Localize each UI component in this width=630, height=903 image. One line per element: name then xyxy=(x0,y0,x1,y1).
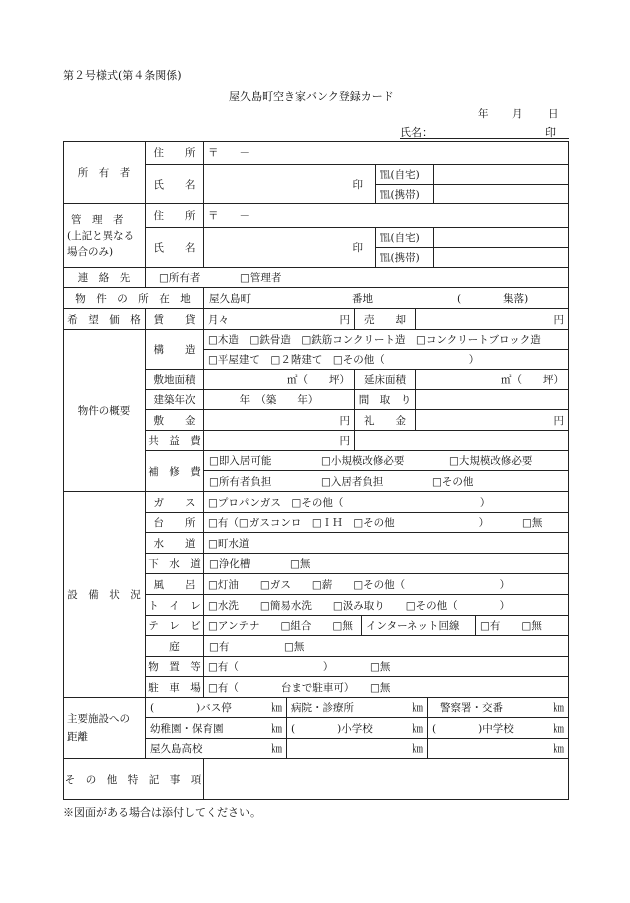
repair-row2 xyxy=(204,471,569,492)
sewer-septic[interactable]: □浄化槽 xyxy=(209,558,251,570)
kitchen-options[interactable]: □有（□ガスコンロ □ＩＨ □その他 ） □無 xyxy=(204,513,569,533)
floor-area-field[interactable]: ㎡（ 坪） xyxy=(416,370,569,390)
tv-label: テ レ ビ xyxy=(146,616,204,636)
floor-area-label: 延床面積 xyxy=(355,370,416,390)
layout-field[interactable] xyxy=(416,390,569,410)
toilet-options[interactable]: □水洗 □簡易水洗 □汲み取り □その他（ ） xyxy=(204,595,569,616)
garden-no[interactable]: □無 xyxy=(284,640,305,653)
facilities-section-line2: 距離 xyxy=(67,731,88,743)
parking-options[interactable]: □有（ 台まで駐車可） □無 xyxy=(204,677,569,698)
layout-label: 間 取 り xyxy=(355,390,416,410)
repair-label: 補 修 費 xyxy=(146,451,204,492)
hospital-field[interactable]: 病院・診療所 ㎞ xyxy=(287,698,428,718)
common-fee-blank xyxy=(355,431,569,451)
owner-address-field[interactable] xyxy=(204,141,569,165)
repair-small[interactable]: □小規模改修必要 xyxy=(321,455,405,467)
internet-options[interactable]: □有 □無 xyxy=(476,616,569,636)
manager-section-note1: (上記と異なる xyxy=(67,229,135,242)
contact-option-owner[interactable]: □所有者 xyxy=(159,272,201,284)
storage-label: 物 置 等 xyxy=(146,657,204,677)
price-sale-label: 売 却 xyxy=(355,309,416,330)
repair-row1 xyxy=(204,451,569,471)
manager-tel-mobile-field[interactable] xyxy=(434,248,569,268)
date-month-label: 月 xyxy=(512,108,523,120)
owner-section-label: 所 有 者 xyxy=(63,141,146,204)
owner-name-label: 氏 名 xyxy=(146,165,204,204)
overview-section-label: 物件の概要 xyxy=(63,330,146,492)
built-year-label: 建築年次 xyxy=(146,390,204,410)
owner-tel-home-field[interactable] xyxy=(434,165,569,185)
parking-label: 駐 車 場 xyxy=(146,677,204,698)
location-field[interactable] xyxy=(204,288,569,309)
bath-label: 風 呂 xyxy=(146,574,204,595)
key-money-field[interactable]: 円 xyxy=(416,410,569,431)
date-day-label: 日 xyxy=(548,108,559,120)
location-shuraku: ( 集落) xyxy=(457,292,529,305)
deposit-label: 敷 金 xyxy=(146,410,204,431)
manager-section-title: 管 理 者 xyxy=(71,213,124,226)
signer-name-label: 氏名： xyxy=(400,126,433,139)
manager-tel-home-field[interactable] xyxy=(434,228,569,248)
price-sale-yen: 円 xyxy=(553,313,564,326)
structure-label: 構 造 xyxy=(146,330,204,370)
tv-options[interactable]: □アンテナ □組合 □無 xyxy=(204,616,362,636)
kitchen-label: 台 所 xyxy=(146,513,204,533)
owner-address-label: 住 所 xyxy=(146,141,204,165)
signer-seal: 印 xyxy=(545,126,556,139)
repair-tenant-pays[interactable]: □入居者負担 xyxy=(321,475,384,488)
storage-none[interactable]: □無 xyxy=(370,661,391,673)
manager-postal-mark: 〒 － xyxy=(208,210,250,222)
site-area-field[interactable]: ㎡（ 坪） xyxy=(204,370,355,390)
contact-option-manager[interactable]: □管理者 xyxy=(240,272,282,284)
footer-note: ※図面がある場合は添付してください。 xyxy=(63,806,261,819)
location-label: 物 件 の 所 在 地 xyxy=(63,288,204,309)
manager-name-field[interactable] xyxy=(204,228,376,268)
extra-junior-field[interactable]: ㎞ xyxy=(428,739,569,759)
price-label: 希 望 価 格 xyxy=(63,309,146,330)
structure-options-row2[interactable]: □平屋建て □２階建て □その他（ ） xyxy=(204,350,569,370)
common-fee-field[interactable]: 円 xyxy=(204,431,355,451)
kitchen-none[interactable]: □無 xyxy=(522,517,543,529)
remarks-field[interactable] xyxy=(204,759,569,800)
built-year-field[interactable]: 年 （築 年） xyxy=(204,390,355,410)
price-sale-field[interactable] xyxy=(416,309,569,330)
gas-options[interactable]: □プロパンガス □その他（ ） xyxy=(204,492,569,513)
location-town: 屋久島町 xyxy=(209,292,251,305)
high-school-field[interactable]: 屋久島高校 ㎞ xyxy=(146,739,287,759)
sewer-options xyxy=(204,554,569,574)
location-banchi: 番地 xyxy=(352,292,373,305)
price-monthly: 月々 xyxy=(208,313,229,326)
facilities-section-line1: 主要施設への xyxy=(67,713,130,725)
storage-options[interactable]: □有（ ） □無 xyxy=(204,657,569,677)
manager-tel-home-label: ℡(自宅) xyxy=(376,228,434,248)
price-rent-field[interactable] xyxy=(204,309,355,330)
owner-name-field[interactable] xyxy=(204,165,376,204)
form-title: 屋久島町空き家バンク登録カード xyxy=(229,90,394,103)
junior-high-field[interactable]: ( )中学校 ㎞ xyxy=(428,718,569,739)
repair-other[interactable]: □その他 xyxy=(432,475,474,488)
bus-stop-field[interactable]: ( )バス停 ㎞ xyxy=(146,698,287,718)
manager-address-field[interactable] xyxy=(204,204,569,228)
manager-address-label: 住 所 xyxy=(146,204,204,228)
owner-tel-mobile-label: ℡(携帯) xyxy=(376,185,434,204)
manager-name-label: 氏 名 xyxy=(146,228,204,268)
common-fee-label: 共 益 費 xyxy=(146,431,204,451)
equipment-section-label: 設 備 状 況 xyxy=(63,492,146,698)
form-number: 第２号様式(第４条関係) xyxy=(63,69,182,82)
owner-tel-mobile-field[interactable] xyxy=(434,185,569,204)
owner-tel-home-label: ℡(自宅) xyxy=(376,165,434,185)
price-rent-label: 賃 貸 xyxy=(146,309,204,330)
nursery-field[interactable]: 幼稚園・保育園 ㎞ xyxy=(146,718,287,739)
garden-yes[interactable]: □有 xyxy=(209,640,230,653)
garden-options xyxy=(204,636,569,657)
site-area-label: 敷地面積 xyxy=(146,370,204,390)
contact-options xyxy=(146,268,569,288)
key-money-label: 礼 金 xyxy=(355,410,416,431)
parking-none[interactable]: □無 xyxy=(370,681,391,694)
water-options[interactable]: □町水道 xyxy=(204,533,569,554)
owner-postal-mark: 〒 － xyxy=(208,147,250,159)
police-field[interactable]: 警察署・交番 ㎞ xyxy=(428,698,569,718)
extra-elementary-field[interactable]: ㎞ xyxy=(287,739,428,759)
owner-seal: 印 xyxy=(352,178,363,191)
manager-tel-mobile-label: ℡(携帯) xyxy=(376,248,434,268)
remarks-label: そ の 他 特 記 事 項 xyxy=(63,759,204,800)
structure-options-row1[interactable]: □木造 □鉄骨造 □鉄筋コンクリート造 □コンクリートブロック造 xyxy=(204,330,569,350)
price-rent-yen: 円 xyxy=(339,313,350,326)
gas-label: ガ ス xyxy=(146,492,204,513)
bath-options[interactable]: □灯油 □ガス □薪 □その他（ ） xyxy=(204,574,569,595)
date-year-label: 年 xyxy=(478,108,489,120)
internet-label: インターネット回線 xyxy=(362,616,476,636)
contact-label: 連 絡 先 xyxy=(63,268,146,288)
manager-seal: 印 xyxy=(352,242,363,254)
repair-large[interactable]: □大規模改修必要 xyxy=(449,455,533,467)
facilities-section-label xyxy=(63,698,146,759)
deposit-field[interactable]: 円 xyxy=(204,410,355,431)
sewer-label: 下 水 道 xyxy=(146,554,204,574)
water-label: 水 道 xyxy=(146,533,204,554)
manager-section-note2: 場合のみ) xyxy=(67,245,114,258)
repair-owner-pays[interactable]: □所有者負担 xyxy=(209,475,272,488)
toilet-label: ト イ レ xyxy=(146,595,204,616)
repair-immediate[interactable]: □即入居可能 xyxy=(209,455,272,467)
garden-label: 庭 xyxy=(146,636,204,657)
manager-section-label xyxy=(63,204,146,268)
registration-form-table xyxy=(63,141,569,800)
sewer-none[interactable]: □無 xyxy=(290,558,311,570)
elementary-field[interactable]: ( )小学校 ㎞ xyxy=(287,718,428,739)
